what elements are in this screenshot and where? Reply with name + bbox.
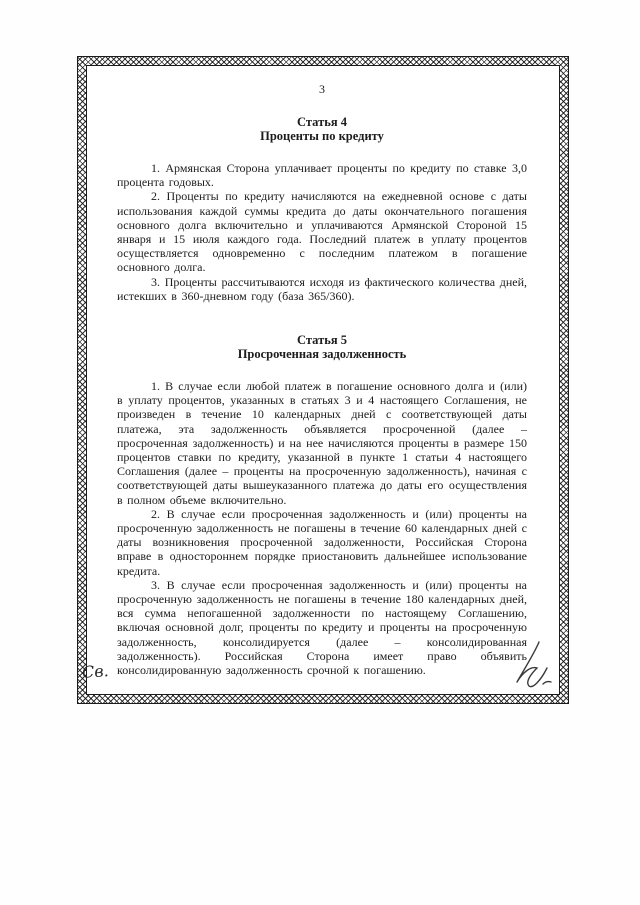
article-4: [117, 115, 527, 303]
article-5-paragraph-1: 1. В случае если любой платеж в погашение основного долга и (или) в уплату процентов, указанных в статьях 3 и 4 настоящего Соглашения, не произведен в течение 10 календарных дней с соответствующей даты платежа, эта задолженность объявляется просроченной (далее – просроченная задолженность) и на нее начисляются проценты в размере 150 процентов ставки по кредиту, указанной в пункте 1 статьи 4 настоящего Соглашения (далее – проценты на просроченную задолженность), начиная с соответствующей даты вышеуказанного платежа до даты его осуществления в полном объеме включительно.: [117, 379, 527, 507]
article-5-paragraph-3: 3. В случае если просроченная задолженность и (или) проценты на просроченную задолженность не погашены в течение 180 календарных дней, вся сумма непогашенной задолженности по настоящему Соглашению, включая основной долг, проценты по кредиту и проценты на просроченную задолженность, консолидируется (далее – консолидированная задолженность). Российская Сторона имеет право объявить консолидированную задолженность срочной к погашению.: [117, 577, 527, 678]
article-4-subtitle: Проценты по кредиту: [260, 129, 384, 143]
handwritten-initials-left: Св.: [81, 661, 110, 682]
article-5-body: [117, 379, 527, 677]
article-4-paragraph-3: 3. Проценты рассчитываются исходя из фактического количества дней, истекших в 360-дневном году (база 365/360).: [117, 274, 527, 303]
article-5-paragraph-2: 2. В случае если просроченная задолженность и (или) проценты на просроченную задолженность не погашены в течение 60 календарных дней с даты возникновения просроченной задолженности, Российская Сторона вправе в одностороннем порядке приостановить дальнейшее использование кредита.: [117, 506, 527, 578]
signature-scribble-icon: [495, 638, 555, 693]
article-4-paragraph-1: 1. Армянская Сторона уплачивает проценты по кредиту по ставке 3,0 процента годовых.: [117, 161, 527, 190]
article-4-body: [117, 161, 527, 303]
decorative-border-frame: [77, 56, 569, 704]
article-4-paragraph-2: 2. Проценты по кредиту начисляются на ежедневной основе с даты использования каждой суммы кредита до даты окончательного погашения основного долга включительно и уплачиваются Армянской Стороной 15 января и 15 июля каждого года. Последний платеж в уплату процентов осуществляется одновременно с последним платежом в погашение основного долга.: [117, 189, 527, 275]
article-4-title: Статья 4: [297, 115, 347, 129]
article-5-title: Статья 5: [297, 333, 347, 348]
page-number: 3: [319, 82, 325, 96]
article-5: [117, 333, 527, 677]
article-5-subtitle: Просроченная задолженность: [237, 347, 407, 362]
page-content-area: [86, 65, 560, 695]
